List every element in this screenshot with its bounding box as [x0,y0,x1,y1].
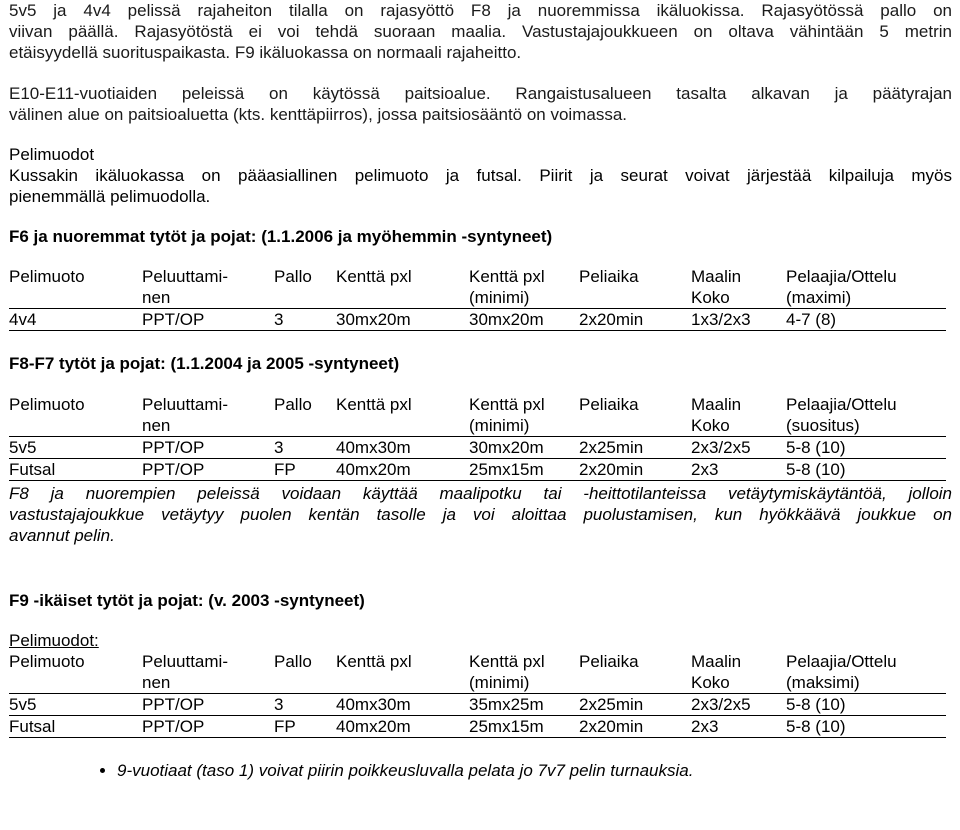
f6-heading: F6 ja nuoremmat tytöt ja pojat: (1.1.2006 ja myöhemmin -syntyneet) [9,227,553,246]
header-cell: (minimi) [469,416,530,435]
f9-section [9,590,952,781]
table-cell: 5-8 (10) [786,437,946,459]
table-cell: 2x3/2x5 [691,437,786,459]
header-cell [579,672,691,694]
header-cell: Koko [691,416,730,435]
f8-note-line-3: avannut pelin. [9,526,115,545]
table-row [9,716,946,738]
header-cell [336,287,469,309]
header-cell [336,415,469,437]
f8-note-line-2: vastustajajoukkue vetäytyy puolen kentän tasolle ja voi aloittaa puolustamisen, kun hyökkäävä joukkue on [9,505,952,524]
table-cell: 5-8 (10) [786,716,946,738]
f9-heading: F9 -ikäiset tytöt ja pojat: (v. 2003 -syntyneet) [9,591,365,610]
header-cell: Pelimuoto [9,652,85,671]
header-cell: Maalin [691,267,742,286]
table-cell: 5-8 (10) [786,694,946,716]
header-cell: Maalin [691,395,742,414]
table-cell: 40mx30m [336,694,469,716]
table-cell: 4-7 (8) [786,309,946,331]
header-cell: nen [142,673,171,692]
table-cell: 2x3/2x5 [691,694,786,716]
table-cell: 2x3 [691,716,786,738]
header-cell: Kenttä pxl [336,267,412,286]
header-cell: Kenttä pxl [336,652,412,671]
table-cell: PPT/OP [142,459,274,481]
table-cell: 4v4 [9,309,142,331]
header-cell: Pelaajia/Ottelu [786,267,897,286]
table-row [9,694,946,716]
header-cell [274,287,336,309]
header-cell: Pallo [274,395,312,414]
header-cell: Maalin [691,652,742,671]
header-cell: (minimi) [469,288,530,307]
header-cell: Kenttä pxl [469,267,545,286]
f8-table [9,394,946,481]
table-cell: 25mx15m [469,716,579,738]
table-cell: 2x3 [691,459,786,481]
header-cell: (suositus) [786,416,860,435]
table-cell: 3 [274,694,336,716]
offside-line-1: E10-E11-vuotiaiden peleissä on käytössä paitsioalue. Rangaistusalueen tasalta alkavan ja päätyrajan [9,84,952,103]
header-cell [274,672,336,694]
table-cell: 2x20min [579,309,691,331]
header-cell: Pelimuoto [9,395,85,414]
table-cell: PPT/OP [142,716,274,738]
modes-line-2: pienemmällä pelimuodolla. [9,187,211,206]
header-cell: Pallo [274,652,312,671]
f6-table [9,266,946,331]
table-cell: 40mx30m [336,437,469,459]
header-cell: Kenttä pxl [336,395,412,414]
table-header-row [9,266,946,287]
header-cell [9,415,142,437]
table-cell: 1x3/2x3 [691,309,786,331]
header-cell: Kenttä pxl [469,395,545,414]
table-cell: 40mx20m [336,459,469,481]
table-cell: FP [274,716,336,738]
table-cell: 30mx20m [469,309,579,331]
table-cell: 2x25min [579,694,691,716]
table-header-row [9,394,946,415]
table-row [9,437,946,459]
table-cell: 3 [274,309,336,331]
header-cell [9,672,142,694]
table-cell: 25mx15m [469,459,579,481]
table-cell: 2x20min [579,716,691,738]
table-cell: Futsal [9,716,142,738]
table-cell: 40mx20m [336,716,469,738]
header-cell [9,287,142,309]
f9-bullet-list [9,760,952,781]
header-cell: Peliaika [579,652,639,671]
header-cell [579,415,691,437]
f9-subheading: Pelimuodot: [9,631,99,650]
header-cell: Pelaajia/Ottelu [786,395,897,414]
table-cell: PPT/OP [142,694,274,716]
header-cell: Pelaajia/Ottelu [786,652,897,671]
f8-heading: F8-F7 tytöt ja pojat: (1.1.2004 ja 2005 -syntyneet) [9,354,400,373]
f8-section [9,353,952,546]
modes-line-1: Kussakin ikäluokassa on pääasiallinen pelimuoto ja futsal. Piirit ja seurat voivat järjestää kilpailuja myös [9,166,952,185]
header-cell: Kenttä pxl [469,652,545,671]
table-cell: 30mx20m [336,309,469,331]
table-row [9,309,946,331]
header-cell: Peluuttami- [142,652,228,671]
header-cell: Peliaika [579,267,639,286]
modes-heading: Pelimuodot [9,145,95,164]
offside-line-2: välinen alue on paitsioaluetta (kts. kenttäpiirros), jossa paitsiosääntö on voimassa. [9,105,628,124]
intro-line-2: viivan päällä. Rajasyötöstä ei voi tehdä suoraan maalia. Vastustajajoukkueen on oltava vähintään 5 metrin [9,22,952,41]
table-cell: PPT/OP [142,437,274,459]
header-cell: Peluuttami- [142,395,228,414]
f8-note [9,483,952,546]
table-cell: 2x20min [579,459,691,481]
table-header-row [9,651,946,672]
header-cell [274,415,336,437]
header-cell [579,287,691,309]
f6-section [9,226,952,331]
header-cell: Peluuttami- [142,267,228,286]
header-cell: Pallo [274,267,312,286]
table-cell: PPT/OP [142,309,274,331]
table-cell: 30mx20m [469,437,579,459]
header-cell: Koko [691,673,730,692]
header-cell: Pelimuoto [9,267,85,286]
header-cell: nen [142,288,171,307]
header-cell: Peliaika [579,395,639,414]
table-header-row [9,415,946,437]
header-cell [336,672,469,694]
f8-note-line-1: F8 ja nuorempien peleissä voidaan käyttää maalipotku tai -heittotilanteissa vetäytymiskäytäntöä, jolloin [9,484,952,503]
table-row [9,459,946,481]
header-cell: (maximi) [786,288,852,307]
f9-table [9,651,946,738]
intro-line-3: etäisyydellä suorituspaikasta. F9 ikäluokassa on normaali rajaheitto. [9,43,522,62]
table-cell: 5v5 [9,437,142,459]
table-cell: FP [274,459,336,481]
header-cell: (minimi) [469,673,530,692]
table-header-row [9,672,946,694]
table-cell: Futsal [9,459,142,481]
table-cell: 2x25min [579,437,691,459]
offside-paragraph [9,83,952,125]
table-cell: 35mx25m [469,694,579,716]
table-cell: 5-8 (10) [786,459,946,481]
header-cell: nen [142,416,171,435]
intro-paragraph [9,0,952,63]
list-item: • 9-vuotiaat (taso 1) voivat piirin poikkeusluvalla pelata jo 7v7 pelin turnauksia. [117,760,952,781]
header-cell: Koko [691,288,730,307]
table-header-row [9,287,946,309]
table-cell: 3 [274,437,336,459]
modes-section [9,144,952,207]
header-cell: (maksimi) [786,673,860,692]
table-cell: 5v5 [9,694,142,716]
intro-line-1: 5v5 ja 4v4 pelissä rajaheiton tilalla on rajasyöttö F8 ja nuoremmissa ikäluokissa. Rajasyötössä pallo on [9,1,952,20]
